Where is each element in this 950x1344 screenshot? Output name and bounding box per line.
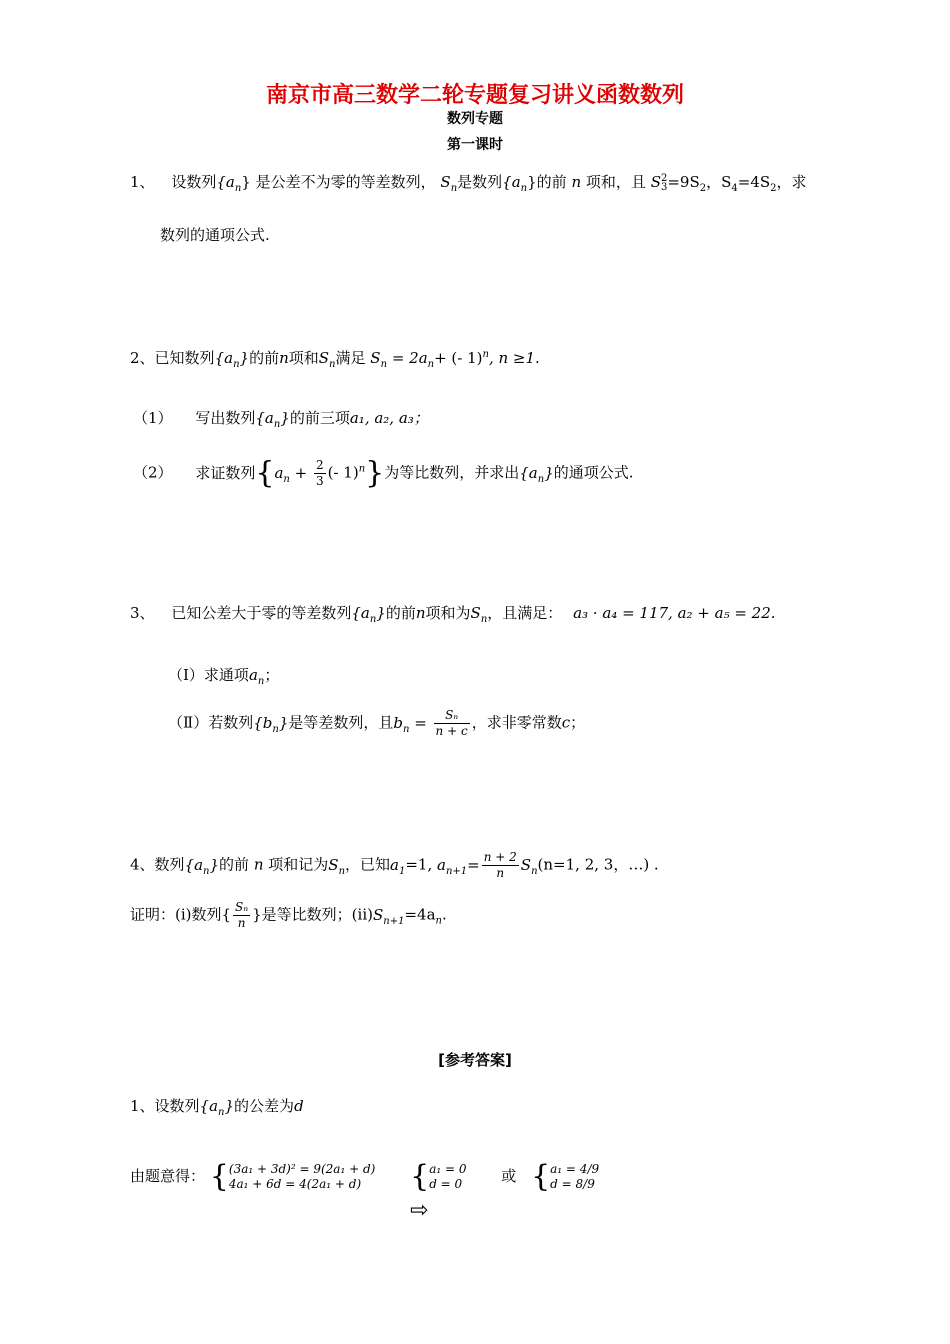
equation-system-1: (3a₁ + 3d)² = 9(2a₁ + d) 4a₁ + 6d = 4(2a₁ + d) <box>228 1162 376 1191</box>
answer-1-intro: 1、设数列$\{a_n\}$的公差为d <box>130 1097 304 1118</box>
question-2-part-1: （1） 写出数列$\{a_n\}$的前三项a₁, a₂, a₃； <box>133 409 429 430</box>
solution-system-2: a₁ = 4/9 d = 8/9 <box>550 1162 600 1191</box>
question-3-part-2: （Ⅱ）若数列$\{b_n\}$是等差数列，且$b_n$ = $\frac{\text{Sₙ}}{n + c}$ ，求非零常数c； <box>168 708 586 738</box>
page-title: 南京市高三数学二轮专题复习讲义函数数列 <box>265 83 684 108</box>
question-4-line-2: 证明：(i)数列{ $\frac{\text{Sₙ}}{n}$ }是等比数列；$(ii)S_{n+1}=4a_n$. <box>130 900 447 930</box>
section-subtitle: 数列专题 <box>447 111 503 127</box>
question-3-part-1: （Ⅰ）求通项$a_n$； <box>168 666 280 687</box>
question-4-line-1: 4、数列$\{a_n\}$的前 n 项和记为$S_n$，已知$a_1=1$, $a_{n+1}=$ $\frac{n + 2}{n}$ $S_n(n=1$, 2, 3，…) . <box>130 850 659 880</box>
question-2-part-2: （2） 求证数列{$a_n$ + $\frac{2}{3}$ (- 1)$^n$}为等比数列，并求出$\{a_n\}$的通项公式. <box>133 455 634 491</box>
question-1-line-2: 数列的通项公式. <box>160 226 270 244</box>
implies-arrow-icon: ⇨ <box>410 1198 429 1223</box>
answer-1-system: 由题意得： { (3a₁ + 3d)² = 9(2a₁ + d) 4a₁ + 6d = 4(2a₁ + d) { a₁ = 0 d = 0 或 { a₁ = 4/9 d = 8/9 <box>130 1159 600 1194</box>
question-3-stem: 3、 已知公差大于零的等差数列$\{a_n\}$的前n项和为$S_n$，且满足： a₃ · a₄ = 117, a₂ + a₅ = 22. <box>130 604 776 625</box>
question-2-stem: 2、已知数列$\{a_n\}$的前n项和$S_n$满足 $S_n = 2a_n+$ (- 1)$^n$, n ≥1. <box>130 349 540 370</box>
solution-system-1: a₁ = 0 d = 0 <box>429 1162 467 1191</box>
lesson-label: 第一课时 <box>447 137 503 153</box>
answers-heading: [参考答案] <box>438 1051 512 1069</box>
question-number: 1、 <box>130 173 155 191</box>
question-1-line-1: 1、 设数列$\{a_n\}$ 是公差不为零的等差数列， $S_n$是数列$\{a_n\}$的前 n 项和，且 S 2 3 $=9S_2$，$S_4=4S_2$，求 <box>130 173 807 194</box>
